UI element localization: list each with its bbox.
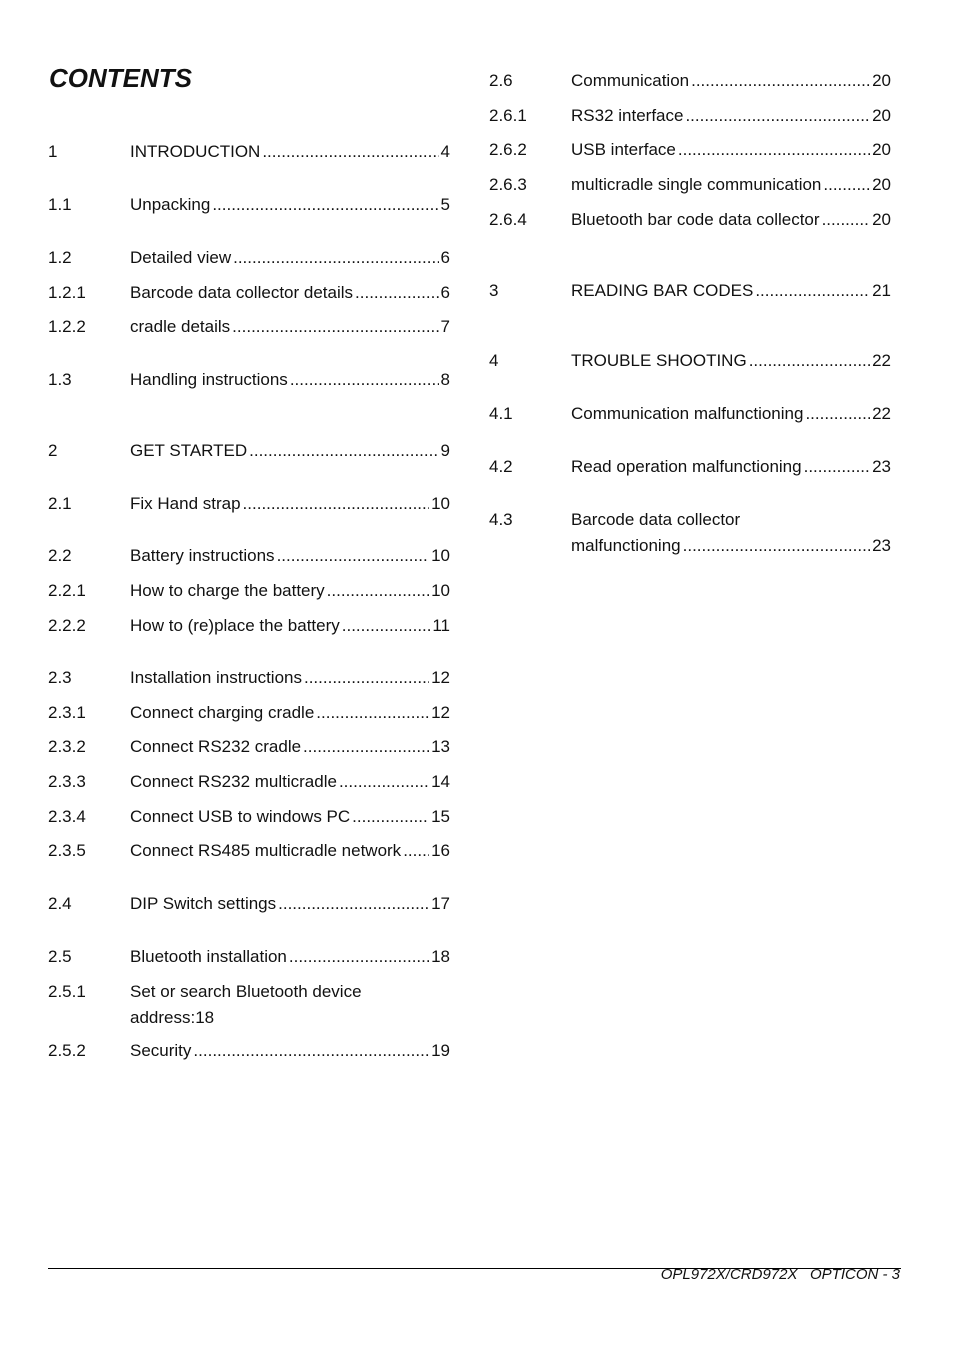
toc-entry-number: 4.2 (489, 457, 513, 476)
toc-entry-page: 12 (431, 668, 450, 687)
toc-entry-label: Bluetooth bar code data collector (571, 210, 820, 229)
dot-leader (249, 438, 438, 464)
toc-entry-page: 10 (431, 546, 450, 565)
toc-entry-page: 20 (872, 175, 891, 194)
toc-entry-label: Battery instructions (130, 546, 275, 565)
toc-entry-page: 14 (431, 772, 450, 791)
toc-entry-number: 2.3.3 (48, 772, 86, 791)
toc-entry-label-continued: malfunctioning (571, 536, 681, 555)
toc-entry-number: 2.5.1 (48, 982, 86, 1001)
toc-entry-label: Bluetooth installation (130, 947, 287, 966)
toc-entry-page: 15 (431, 807, 450, 826)
toc-entry-number: 4.3 (489, 510, 513, 529)
toc-entry-2-2-2[interactable] (48, 613, 450, 639)
toc-entry-label: Read operation malfunctioning (571, 457, 802, 476)
toc-entry-4-1[interactable] (489, 401, 891, 427)
toc-entry-2-4[interactable] (48, 891, 450, 917)
dot-leader (212, 192, 438, 218)
toc-entry-page: 17 (431, 894, 450, 913)
toc-entry-2-3-5[interactable] (48, 838, 450, 864)
toc-entry-page: 4 (440, 142, 450, 161)
toc-entry-page: 21 (872, 281, 891, 300)
toc-entry-label: Connect RS485 multicradle network (130, 841, 402, 860)
toc-entry-2-2[interactable] (48, 543, 450, 569)
toc-entry-2-1[interactable] (48, 491, 450, 517)
dot-leader (290, 367, 439, 393)
toc-entry-label: Fix Hand strap (130, 494, 241, 513)
toc-entry-number: 1.2 (48, 248, 72, 267)
dot-leader (327, 578, 429, 604)
toc-entry-number: 2.3.4 (48, 807, 86, 826)
toc-entry-page: 20 (872, 210, 891, 229)
toc-entry-number: 2 (48, 441, 58, 460)
dot-leader (352, 804, 429, 830)
toc-entry-page: 18 (431, 947, 450, 966)
toc-entry-page: 7 (440, 317, 450, 336)
dot-leader (232, 314, 438, 340)
toc-entry-label: Set or search Bluetooth device (130, 982, 362, 1001)
toc-entry-number: 2.6.4 (489, 210, 527, 229)
toc-entry-page: 22 (872, 404, 891, 423)
dot-leader (316, 700, 429, 726)
toc-entry-2-3-1[interactable] (48, 700, 450, 726)
dot-leader (193, 1038, 429, 1064)
dot-leader (243, 491, 430, 517)
toc-entry-label: Connect charging cradle (130, 703, 315, 722)
dot-leader (339, 769, 429, 795)
toc-entry-1-2-2[interactable] (48, 314, 450, 340)
toc-entry-label: Communication (571, 71, 690, 90)
toc-entry-label: INTRODUCTION (130, 142, 261, 161)
toc-entry-number: 2.2.2 (48, 616, 86, 635)
dot-leader (685, 103, 870, 129)
toc-entry-page: 20 (872, 106, 891, 125)
dot-leader (805, 401, 870, 427)
toc-entry-page: 16 (431, 841, 450, 860)
toc-entry-page: 11 (432, 616, 450, 635)
toc-entry-number: 2.2 (48, 546, 72, 565)
toc-entry-number: 1.2.1 (48, 283, 86, 302)
toc-entry-label: Barcode data collector (571, 510, 741, 529)
toc-entry-page: 22 (872, 351, 891, 370)
toc-entry-1-2-1[interactable] (48, 280, 450, 306)
toc-entry-number: 2.6.2 (489, 140, 527, 159)
toc-entry-page: 12 (431, 703, 450, 722)
toc-entry-1[interactable] (48, 139, 450, 165)
toc-entry-2-5-1[interactable] (48, 979, 450, 1031)
toc-entry-label: How to charge the battery (130, 581, 325, 600)
toc-entry-1-3[interactable] (48, 367, 450, 393)
dot-leader (804, 454, 870, 480)
toc-entry-2-6-1[interactable] (489, 103, 891, 129)
toc-entry-2-6-3[interactable] (489, 172, 891, 198)
toc-entry-2-6-4[interactable] (489, 207, 891, 233)
toc-entry-page: 5 (440, 195, 450, 214)
toc-entry-number: 4 (489, 351, 499, 370)
dot-leader (678, 137, 870, 163)
toc-entry-number: 2.4 (48, 894, 72, 913)
dot-leader (822, 207, 871, 233)
dot-leader (355, 280, 439, 306)
dot-leader (289, 944, 429, 970)
toc-entry-label-continued: address:18 (130, 1008, 215, 1027)
toc-entry-page: 8 (440, 370, 450, 389)
toc-entry-number: 2.2.1 (48, 581, 86, 600)
toc-entry-number: 4.1 (489, 404, 513, 423)
toc-entry-label: Detailed view (130, 248, 232, 267)
toc-entry-label: Connect USB to windows PC (130, 807, 351, 826)
toc-entry-label: DIP Switch settings (130, 894, 277, 913)
toc-entry-number: 2.6.1 (489, 106, 527, 125)
toc-entry-number: 1.1 (48, 195, 72, 214)
dot-leader (303, 734, 429, 760)
toc-entry-2-2-1[interactable] (48, 578, 450, 604)
dot-leader (262, 139, 438, 165)
toc-entry-page: 20 (872, 140, 891, 159)
toc-entry-label: multicradle single communication (571, 175, 822, 194)
toc-entry-2-3-3[interactable] (48, 769, 450, 795)
page-title: CONTENTS (49, 63, 192, 93)
dot-leader (683, 533, 870, 559)
toc-entry-number: 1 (48, 142, 58, 161)
toc-entry-label: Handling instructions (130, 370, 288, 389)
toc-entry-number: 1.3 (48, 370, 72, 389)
toc-entry-label: READING BAR CODES (571, 281, 754, 300)
toc-entry-page: 6 (440, 283, 450, 302)
dot-leader (403, 838, 429, 864)
toc-entry-label: Barcode data collector details (130, 283, 354, 302)
toc-entry-label: Security (130, 1041, 192, 1060)
dot-leader (823, 172, 870, 198)
toc-entry-2-5-2[interactable] (48, 1038, 450, 1064)
toc-entry-number: 2.3.1 (48, 703, 86, 722)
toc-entry-page: 13 (431, 737, 450, 756)
toc-entry-label: RS32 interface (571, 106, 684, 125)
toc-entry-page: 19 (431, 1041, 450, 1060)
toc-entry-page: 10 (431, 581, 450, 600)
toc-entry-4-3[interactable] (489, 507, 891, 559)
toc-entry-4-2[interactable] (489, 454, 891, 480)
toc-entry-2-3-2[interactable] (48, 734, 450, 760)
toc-entry-label: How to (re)place the battery (130, 616, 340, 635)
toc-entry-label: GET STARTED (130, 441, 248, 460)
toc-entry-number: 2.5 (48, 947, 72, 966)
toc-entry-label: Unpacking (130, 195, 211, 214)
toc-entry-2-5[interactable] (48, 944, 450, 970)
toc-entry-page: 9 (440, 441, 450, 460)
page-footer: OPL972X/CRD972X OPTICON - 3 (660, 1266, 900, 1283)
dot-leader (755, 278, 870, 304)
toc-entry-number: 2.3.2 (48, 737, 86, 756)
toc-entry-label: Connect RS232 multicradle (130, 772, 337, 791)
toc-entry-page: 10 (431, 494, 450, 513)
toc-entry-label: cradle details (130, 317, 231, 336)
toc-entry-page: 20 (872, 71, 891, 90)
toc-entry-number: 1.2.2 (48, 317, 86, 336)
toc-entry-label: TROUBLE SHOOTING (571, 351, 747, 370)
toc-entry-label: Installation instructions (130, 668, 302, 687)
dot-leader (691, 68, 870, 94)
toc-entry-number: 2.1 (48, 494, 72, 513)
dot-leader (342, 613, 431, 639)
toc-entry-number: 2.5.2 (48, 1041, 86, 1060)
toc-entry-number: 2.6.3 (489, 175, 527, 194)
toc-entry-2[interactable] (48, 438, 450, 464)
toc-entry-page: 6 (440, 248, 450, 267)
toc-entry-label: Communication malfunctioning (571, 404, 804, 423)
toc-entry-label: Connect RS232 cradle (130, 737, 302, 756)
dot-leader (304, 665, 429, 691)
dot-leader (277, 543, 430, 569)
toc-entry-page: 23 (872, 457, 891, 476)
toc-entry-2-3[interactable] (48, 665, 450, 691)
dot-leader (233, 245, 438, 271)
toc-entry-1-2[interactable] (48, 245, 450, 271)
toc-entry-2-6-2[interactable] (489, 137, 891, 163)
toc-entry-page: 23 (872, 536, 891, 555)
toc-entry-1-1[interactable] (48, 192, 450, 218)
toc-entry-label: USB interface (571, 140, 676, 159)
toc-entry-4[interactable] (489, 348, 891, 374)
toc-entry-number: 2.3.5 (48, 841, 86, 860)
toc-entry-number: 3 (489, 281, 499, 300)
dot-leader (278, 891, 429, 917)
toc-entry-2-6[interactable] (489, 68, 891, 94)
dot-leader (749, 348, 870, 374)
toc-entry-2-3-4[interactable] (48, 804, 450, 830)
toc-entry-3[interactable] (489, 278, 891, 304)
toc-entry-number: 2.3 (48, 668, 72, 687)
toc-entry-number: 2.6 (489, 71, 513, 90)
